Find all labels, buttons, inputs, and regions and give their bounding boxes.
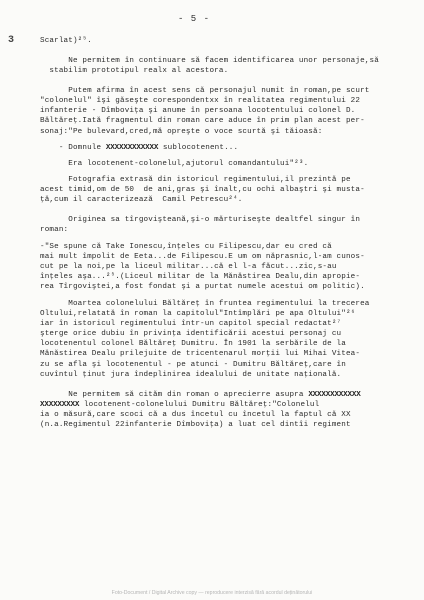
line-text: înţeles aşa...²⁵.(Liceul militar de la Mănăstirea Dealu,din apropie-: [40, 273, 361, 282]
line-text: -"Se spune că Take Ionescu,înţeles cu Filipescu,dar eu cred că: [40, 242, 332, 251]
line-text-continued: sublocotenent...: [158, 143, 239, 152]
margin-mark: 3: [8, 35, 15, 46]
text-line: [40, 282, 412, 292]
text-line: [40, 225, 412, 235]
line-text: - Domnule: [40, 143, 106, 152]
line-spacer: [40, 46, 412, 56]
line-text: mai mult împolit de Eeta...de Filipescu.E um om năprasnic,l-am cunos-: [40, 252, 365, 261]
line-text: Fotografia extrasă din istoricul regimentului,il prezintă pe: [40, 176, 351, 185]
line-text: locotenentul colonel Băltăreţ Dumitru. În 1901 la serbările de la: [40, 340, 346, 349]
document-body: [40, 36, 412, 430]
line-text: zu se afla şi locotenentul - pe atunci - Dumitru Băltăreţ,care în: [40, 360, 346, 369]
text-line: [40, 390, 412, 400]
line-text: "colonelul" îşi găseşte corespondentxx în realitatea regimentului 22: [40, 96, 361, 105]
line-text: (n.a.Regimentul 22infanterie Dîmboviţa) a luat cel dintîi regiment: [40, 421, 351, 430]
text-line: [40, 299, 412, 309]
line-text: acest timid,om de 50 de ani,gras şi înalt,cu ochi albaştri şi musta-: [40, 186, 365, 195]
line-text: roman:: [40, 226, 69, 235]
line-text: Scarlat)²⁵.: [40, 37, 92, 45]
text-line: [40, 86, 412, 96]
line-spacer: [40, 206, 412, 216]
line-spacer: [40, 380, 412, 390]
page-number: - 5 -: [178, 14, 211, 24]
line-spacer: [40, 76, 412, 86]
line-text: Mănăstirea Dealu prilejuite de tricentenarul morţii lui Mihai Vitea-: [40, 350, 361, 359]
line-text: Originea sa tîrgovişteană,şi-o mărturiseşte dealtfel singur în: [40, 216, 361, 225]
text-line: [40, 272, 412, 282]
text-line: [40, 106, 412, 116]
line-text: iar în istoricul regimentului într-un capitol special redactat²⁷: [40, 319, 342, 328]
line-text-continued: locotenent-colonelului Dumitru Băltăreţ:"Colonelul: [79, 400, 320, 409]
text-line: [40, 215, 412, 225]
text-line: [40, 56, 412, 66]
text-line: [40, 370, 412, 380]
struck-out-word: XXXXXXXXXXXX: [308, 390, 361, 399]
line-text: sonaj:"Pe bulevard,cred,mă opreşte o voce scurtă şi tăioasă:: [40, 127, 323, 136]
text-line: [40, 36, 412, 46]
line-text: şterge orice dubiu în privinţa identificării acestui personaj cu: [40, 330, 342, 339]
text-line: [40, 242, 412, 252]
line-text: Băltăreţ.Iată fragmentul din roman care aduce în prim plan acest per-: [40, 117, 365, 126]
struck-out-word: XXXXXXXXXXXX: [105, 143, 159, 152]
text-line: [40, 252, 412, 262]
text-line: [40, 116, 412, 126]
archive-footer: Foto-Document / Digital Archive copy — reproducere interzisă fără acordul deținătorului: [111, 590, 313, 596]
text-line: [40, 159, 412, 169]
line-text: Oltului,relatată în roman la capitolul"Intîmplări pe apa Oltului"²⁶: [40, 309, 356, 318]
text-line: [40, 175, 412, 185]
text-line: [40, 410, 412, 420]
struck-out-word: XXXXXXXXX: [40, 400, 80, 409]
line-text: ia o măsură,care scoci că a dus încetul cu încetul la faptul că XX: [40, 411, 351, 419]
text-line: [40, 96, 412, 106]
line-text: rea Tîrgoviştei,a fost fondat şi a purtat numele acestui om politic).: [40, 283, 365, 292]
line-text: Ne permitem în continuare să facem identificarea unor personaje,să: [40, 56, 379, 65]
line-text: cuvîntul ţinut jura îndeplinirea idealului de unitate naţională.: [40, 370, 342, 379]
line-text: ţă,cum il caracterizează Camil Petrescu²⁴.: [40, 196, 243, 205]
line-text: infanterie - Dîmboviţa şi anume în persoana locotentului colonel D.: [40, 107, 356, 116]
line-text: Putem afirma în acest sens că personajul numit în roman,pe scurt: [40, 86, 370, 95]
line-text: cut pe la noi,pe la liceul militar...că el l-a făcut...zic,s-au: [40, 262, 337, 271]
text-line: [40, 339, 412, 349]
text-line: [40, 143, 412, 153]
text-line: [40, 195, 412, 205]
text-line: [40, 127, 412, 137]
text-line: [40, 329, 412, 339]
text-line: [40, 420, 412, 430]
line-text: stabilim prototipul realx al acestora.: [40, 66, 229, 75]
text-line: [40, 309, 412, 319]
line-text: Era locotenent-colonelul,ajutorul comandantului"²³.: [40, 159, 309, 168]
line-text: Moartea colonelului Băltăreţ în fruntea regimentului la trecerea: [40, 299, 370, 308]
text-line: [40, 262, 412, 272]
line-text: Ne permitem să cităm din roman o aprecierre asupra: [40, 390, 309, 399]
text-line: [40, 360, 412, 370]
text-line: [40, 66, 412, 76]
text-line: [40, 400, 412, 410]
text-line: [40, 319, 412, 329]
text-line: [40, 185, 412, 195]
text-line: [40, 349, 412, 359]
